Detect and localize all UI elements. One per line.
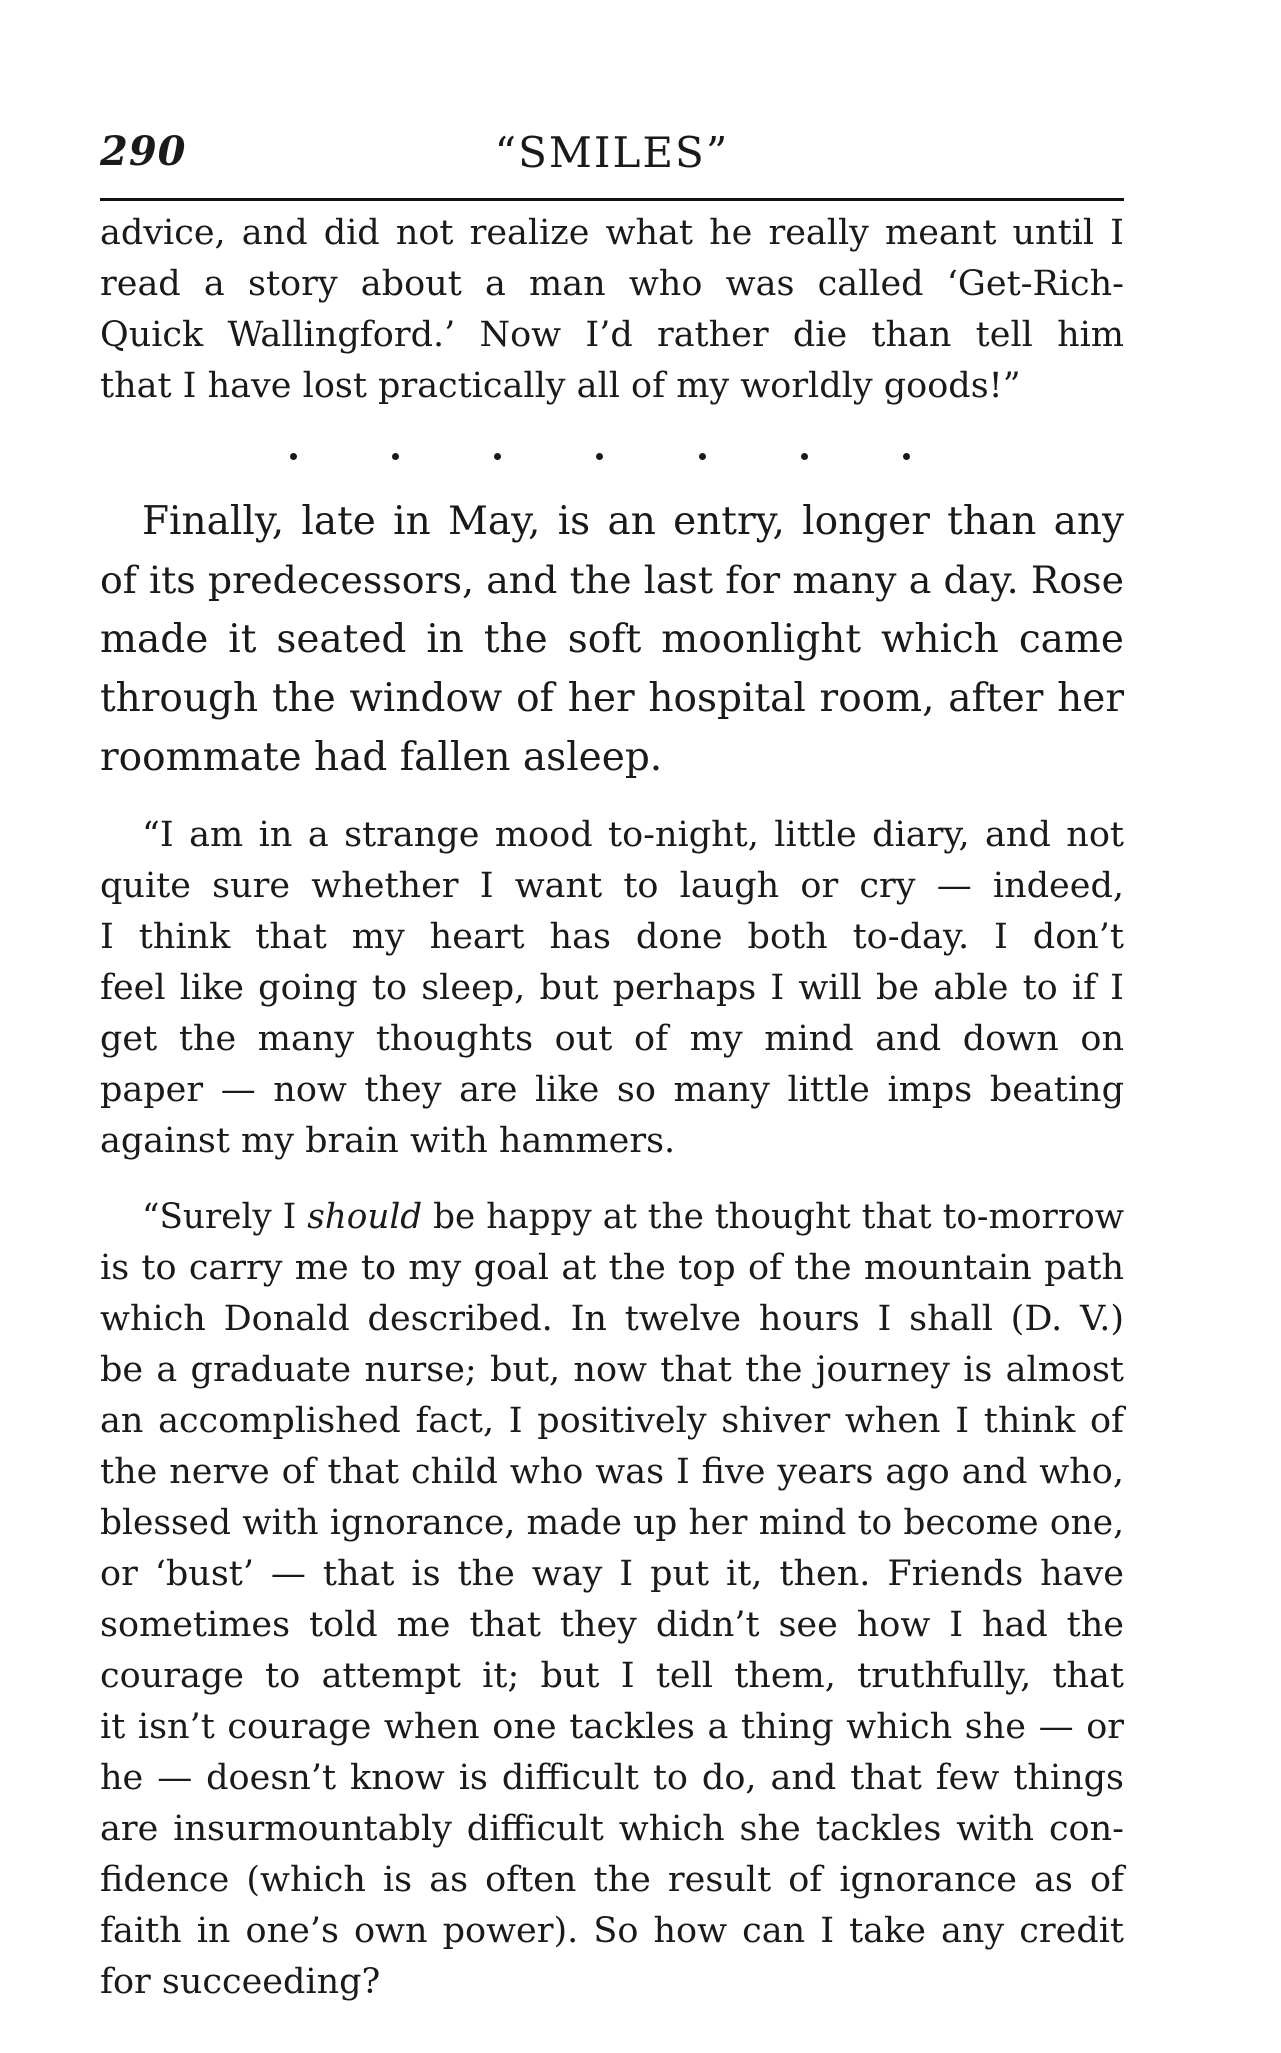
- running-title: “SMILES”: [494, 128, 730, 177]
- text-run: “Surely I: [142, 1197, 308, 1237]
- text-line: paper — now they are like so many little imps beating: [100, 1070, 1124, 1110]
- text-line: feel like going to sleep, but perhaps I will be able to if I: [100, 968, 1124, 1008]
- text-line: of its predecessors, and the last for many a day. Rose: [100, 558, 1124, 602]
- text-line: quite sure whether I want to laugh or cry — indeed,: [100, 866, 1124, 906]
- text-line: read a story about a man who was called ‘Get-Rich-: [100, 264, 1124, 304]
- dot: [494, 453, 501, 460]
- text-line: be a graduate nurse; but, now that the journey is almost: [100, 1350, 1124, 1390]
- text-line: is to carry me to my goal at the top of the mountain path: [100, 1248, 1124, 1288]
- text-line: Quick Wallingford.’ Now I’d rather die than tell him: [100, 315, 1124, 355]
- header-rule: [100, 198, 1124, 201]
- text-line: I think that my heart has done both to-day. I don’t: [100, 917, 1124, 957]
- dot: [392, 453, 399, 460]
- text-line: advice, and did not realize what he really meant until I: [100, 213, 1124, 253]
- text-line: for succeeding?: [100, 1962, 381, 2002]
- text-line: Finally, late in May, is an entry, longer than any: [142, 499, 1124, 544]
- text-line: fidence (which is as often the result of ignorance as of: [100, 1860, 1124, 1900]
- running-head: [100, 128, 1124, 188]
- text-line: faith in one’s own power). So how can I take any credit: [100, 1911, 1124, 1951]
- dot: [596, 453, 603, 460]
- text-line: he — doesn’t know is difficult to do, and that few things: [100, 1758, 1124, 1798]
- dot: [290, 453, 297, 460]
- text-line: made it seated in the soft moonlight which came: [100, 617, 1124, 662]
- text-line: roommate had fallen asleep.: [100, 735, 663, 780]
- text-line: get the many thoughts out of my mind and down on: [100, 1019, 1124, 1059]
- paragraph-mood: [100, 810, 1124, 1167]
- dot: [903, 453, 910, 460]
- section-break-dots: [290, 436, 910, 476]
- text-line: are insurmountably difficult which she tackles with con-: [100, 1809, 1124, 1849]
- text-line: the nerve of that child who was I five years ago and who,: [100, 1452, 1124, 1492]
- text-line: courage to attempt it; but I tell them, truthfully, that: [100, 1656, 1124, 1696]
- text-line: through the window of her hospital room, after her: [100, 676, 1124, 721]
- text-line: an accomplished fact, I positively shiver when I think of: [100, 1401, 1124, 1441]
- text-line: sometimes told me that they didn’t see how I had the: [100, 1605, 1124, 1645]
- text-line: that I have lost practically all of my worldly goods!”: [100, 366, 1021, 406]
- text-line: which Donald described. In twelve hours I shall (D. V.): [100, 1299, 1124, 1339]
- dot: [801, 453, 808, 460]
- text-line: against my brain with hammers.: [100, 1121, 676, 1161]
- paragraph-continued: [100, 208, 1124, 412]
- text-line: blessed with ignorance, made up her mind to become one,: [100, 1503, 1124, 1543]
- emphasis-text: should: [307, 1197, 423, 1237]
- text-run: be happy at the thought that to-morrow: [422, 1197, 1125, 1237]
- paragraph-entry: [100, 492, 1124, 787]
- text-line: [100, 1192, 1124, 1243]
- dot: [699, 453, 706, 460]
- text-line: “I am in a strange mood to-night, little diary, and not: [142, 815, 1124, 855]
- paragraph-surely: [100, 1192, 1124, 2008]
- page-number: 290: [100, 128, 187, 175]
- text-line: or ‘bust’ — that is the way I put it, then. Friends have: [100, 1554, 1124, 1594]
- text-line: it isn’t courage when one tackles a thing which she — or: [100, 1707, 1124, 1747]
